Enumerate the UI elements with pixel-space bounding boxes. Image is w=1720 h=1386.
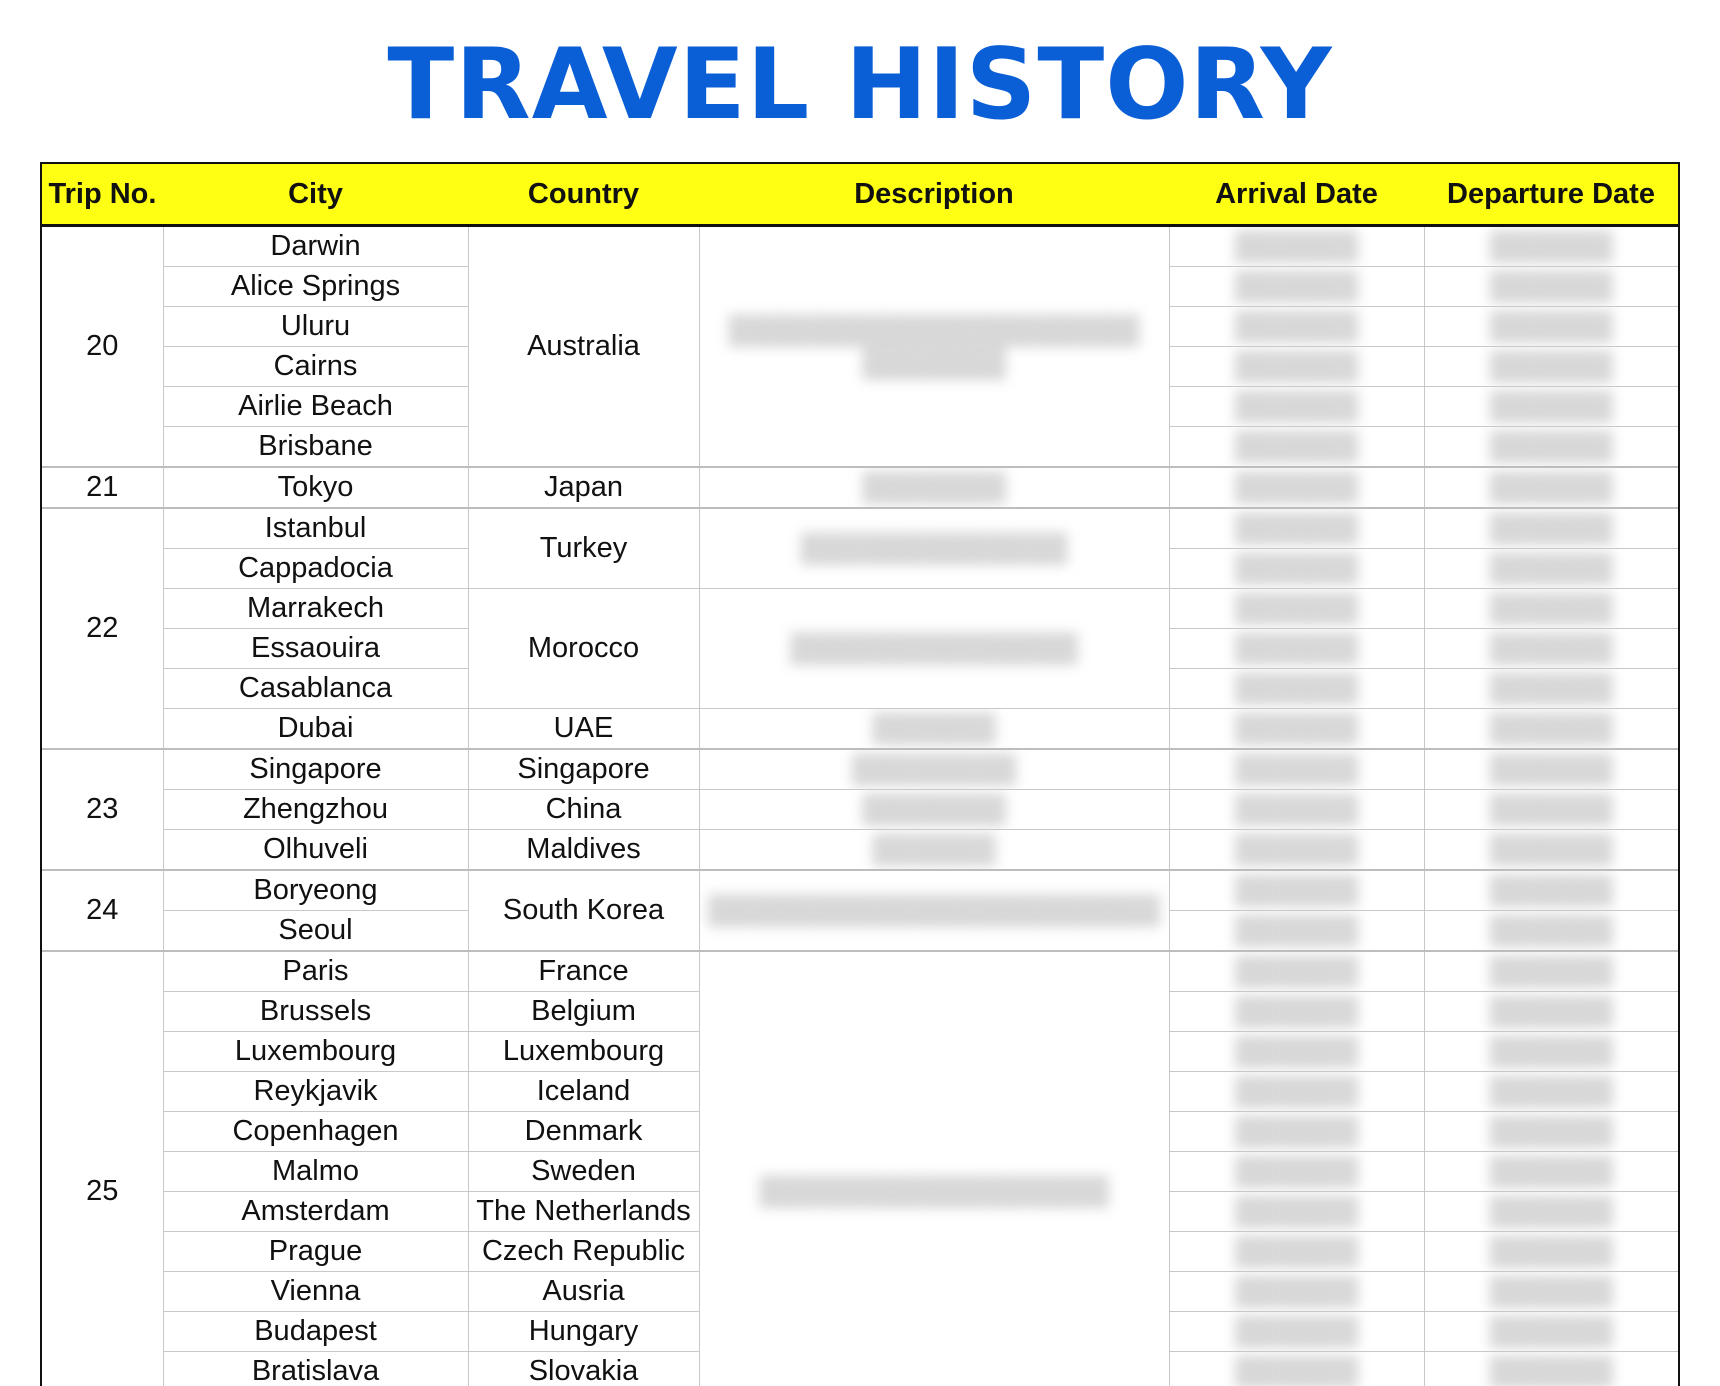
country-cell[interactable]: Ausria <box>468 1272 699 1312</box>
country-cell[interactable]: Slovakia <box>468 1352 699 1386</box>
departure-date-cell-redacted[interactable]: ▒▒▒▒▒▒ <box>1424 830 1678 871</box>
header-description[interactable]: Description <box>699 164 1169 226</box>
arrival-date-cell-redacted[interactable]: ▒▒▒▒▒▒ <box>1169 749 1424 790</box>
country-cell[interactable]: UAE <box>468 709 699 750</box>
city-cell[interactable]: Paris <box>163 951 468 992</box>
city-cell[interactable]: Olhuveli <box>163 830 468 871</box>
arrival-date-cell-redacted[interactable]: ▒▒▒▒▒▒ <box>1169 1152 1424 1192</box>
city-cell[interactable]: Marrakech <box>163 589 468 629</box>
city-cell[interactable]: Essaouira <box>163 629 468 669</box>
table-row <box>42 709 1678 750</box>
departure-date-cell-redacted[interactable]: ▒▒▒▒▒▒ <box>1424 709 1678 750</box>
departure-date-cell-redacted[interactable]: ▒▒▒▒▒▒ <box>1424 911 1678 952</box>
country-cell[interactable]: Luxembourg <box>468 1032 699 1072</box>
arrival-date-cell-redacted[interactable]: ▒▒▒▒▒▒ <box>1169 830 1424 871</box>
city-cell[interactable]: Uluru <box>163 307 468 347</box>
city-cell[interactable]: Budapest <box>163 1312 468 1352</box>
header-trip-no[interactable]: Trip No. <box>42 164 163 226</box>
arrival-date-cell-redacted[interactable]: ▒▒▒▒▒▒ <box>1169 427 1424 468</box>
departure-date-cell-redacted[interactable]: ▒▒▒▒▒▒ <box>1424 549 1678 589</box>
country-cell[interactable]: Turkey <box>468 508 699 589</box>
arrival-date-cell-redacted[interactable]: ▒▒▒▒▒▒ <box>1169 870 1424 911</box>
trip-number-cell[interactable]: 23 <box>42 749 163 870</box>
country-cell[interactable]: Hungary <box>468 1312 699 1352</box>
departure-date-cell-redacted[interactable]: ▒▒▒▒▒▒ <box>1424 870 1678 911</box>
arrival-date-cell-redacted[interactable]: ▒▒▒▒▒▒ <box>1169 508 1424 549</box>
arrival-date-cell-redacted[interactable]: ▒▒▒▒▒▒ <box>1169 549 1424 589</box>
city-cell[interactable]: Alice Springs <box>163 267 468 307</box>
departure-date-cell-redacted[interactable]: ▒▒▒▒▒▒ <box>1424 749 1678 790</box>
departure-date-cell-redacted[interactable]: ▒▒▒▒▒▒ <box>1424 387 1678 427</box>
header-city[interactable]: City <box>163 164 468 226</box>
table-row <box>42 508 1678 549</box>
city-cell[interactable]: Luxembourg <box>163 1032 468 1072</box>
country-cell[interactable]: China <box>468 790 699 830</box>
trip-number-cell[interactable]: 21 <box>42 467 163 508</box>
arrival-date-cell-redacted[interactable]: ▒▒▒▒▒▒ <box>1169 1192 1424 1232</box>
departure-date-cell-redacted[interactable]: ▒▒▒▒▒▒ <box>1424 1112 1678 1152</box>
city-cell[interactable]: Casablanca <box>163 669 468 709</box>
arrival-date-cell-redacted[interactable]: ▒▒▒▒▒▒ <box>1169 467 1424 508</box>
departure-date-cell-redacted[interactable]: ▒▒▒▒▒▒ <box>1424 1232 1678 1272</box>
description-cell-redacted[interactable] <box>699 226 1169 468</box>
description-cell-redacted[interactable]: ▒▒▒▒▒▒ <box>699 830 1169 871</box>
trip-number-cell[interactable]: 22 <box>42 508 163 749</box>
description-cell-redacted[interactable]: ▒▒▒▒▒▒▒▒ <box>699 749 1169 790</box>
departure-date-cell-redacted[interactable]: ▒▒▒▒▒▒ <box>1424 951 1678 992</box>
city-cell[interactable]: Tokyo <box>163 467 468 508</box>
arrival-date-cell-redacted[interactable]: ▒▒▒▒▒▒ <box>1169 790 1424 830</box>
description-cell-redacted[interactable]: ▒▒▒▒▒▒▒▒▒▒▒▒▒▒▒▒▒▒▒▒▒▒ <box>699 870 1169 951</box>
city-cell[interactable]: Seoul <box>163 911 468 952</box>
arrival-date-cell-redacted[interactable]: ▒▒▒▒▒▒ <box>1169 1312 1424 1352</box>
table-row <box>42 467 1678 508</box>
page-title: TRAVEL HISTORY <box>0 30 1720 140</box>
travel-history-sheet <box>40 162 1680 1386</box>
arrival-date-cell-redacted[interactable]: ▒▒▒▒▒▒ <box>1169 1112 1424 1152</box>
city-cell[interactable]: Darwin <box>163 226 468 267</box>
country-cell[interactable]: Morocco <box>468 589 699 709</box>
arrival-date-cell-redacted[interactable]: ▒▒▒▒▒▒ <box>1169 709 1424 750</box>
departure-date-cell-redacted[interactable]: ▒▒▒▒▒▒ <box>1424 307 1678 347</box>
description-cell-redacted[interactable]: ▒▒▒▒▒▒▒▒▒▒▒▒▒▒▒▒▒ <box>699 951 1169 1386</box>
departure-date-cell-redacted[interactable]: ▒▒▒▒▒▒ <box>1424 347 1678 387</box>
description-cell-redacted[interactable]: ▒▒▒▒▒▒▒▒▒▒▒▒▒ <box>699 508 1169 589</box>
description-cell-redacted[interactable]: ▒▒▒▒▒▒▒ <box>699 467 1169 508</box>
arrival-date-cell-redacted[interactable]: ▒▒▒▒▒▒ <box>1169 1352 1424 1386</box>
departure-date-cell-redacted[interactable]: ▒▒▒▒▒▒ <box>1424 790 1678 830</box>
table-row <box>42 749 1678 790</box>
departure-date-cell-redacted[interactable]: ▒▒▒▒▒▒ <box>1424 1072 1678 1112</box>
city-cell[interactable]: Copenhagen <box>163 1112 468 1152</box>
city-cell[interactable]: Prague <box>163 1232 468 1272</box>
city-cell[interactable]: Zhengzhou <box>163 790 468 830</box>
arrival-date-cell-redacted[interactable]: ▒▒▒▒▒▒ <box>1169 911 1424 952</box>
arrival-date-cell-redacted[interactable]: ▒▒▒▒▒▒ <box>1169 387 1424 427</box>
arrival-date-cell-redacted[interactable]: ▒▒▒▒▒▒ <box>1169 347 1424 387</box>
arrival-date-cell-redacted[interactable]: ▒▒▒▒▒▒ <box>1169 951 1424 992</box>
header-departure-date[interactable]: Departure Date <box>1424 164 1678 226</box>
city-cell[interactable]: Boryeong <box>163 870 468 911</box>
table-row <box>42 870 1678 911</box>
country-cell[interactable]: Belgium <box>468 992 699 1032</box>
departure-date-cell-redacted[interactable]: ▒▒▒▒▒▒ <box>1424 629 1678 669</box>
arrival-date-cell-redacted[interactable]: ▒▒▒▒▒▒ <box>1169 1272 1424 1312</box>
country-cell[interactable]: Singapore <box>468 749 699 790</box>
table-row <box>42 790 1678 830</box>
country-cell[interactable]: Sweden <box>468 1152 699 1192</box>
arrival-date-cell-redacted[interactable]: ▒▒▒▒▒▒ <box>1169 226 1424 267</box>
departure-date-cell-redacted[interactable]: ▒▒▒▒▒▒ <box>1424 1032 1678 1072</box>
header-arrival-date[interactable]: Arrival Date <box>1169 164 1424 226</box>
city-cell[interactable]: Bratislava <box>163 1352 468 1386</box>
departure-date-cell-redacted[interactable]: ▒▒▒▒▒▒ <box>1424 1312 1678 1352</box>
arrival-date-cell-redacted[interactable]: ▒▒▒▒▒▒ <box>1169 1072 1424 1112</box>
description-cell-redacted[interactable]: ▒▒▒▒▒▒ <box>699 709 1169 750</box>
country-cell[interactable]: France <box>468 951 699 992</box>
departure-date-cell-redacted[interactable]: ▒▒▒▒▒▒ <box>1424 589 1678 629</box>
city-cell[interactable]: Brisbane <box>163 427 468 468</box>
city-cell[interactable]: Cairns <box>163 347 468 387</box>
departure-date-cell-redacted[interactable]: ▒▒▒▒▒▒ <box>1424 992 1678 1032</box>
arrival-date-cell-redacted[interactable]: ▒▒▒▒▒▒ <box>1169 669 1424 709</box>
trip-number-cell[interactable]: 25 <box>42 951 163 1386</box>
departure-date-cell-redacted[interactable]: ▒▒▒▒▒▒ <box>1424 1152 1678 1192</box>
departure-date-cell-redacted[interactable]: ▒▒▒▒▒▒ <box>1424 1272 1678 1312</box>
arrival-date-cell-redacted[interactable]: ▒▒▒▒▒▒ <box>1169 992 1424 1032</box>
city-cell[interactable]: Malmo <box>163 1152 468 1192</box>
country-cell[interactable]: Denmark <box>468 1112 699 1152</box>
departure-date-cell-redacted[interactable]: ▒▒▒▒▒▒ <box>1424 1352 1678 1386</box>
table-row <box>42 226 1678 267</box>
departure-date-cell-redacted[interactable]: ▒▒▒▒▒▒ <box>1424 427 1678 468</box>
city-cell[interactable]: Vienna <box>163 1272 468 1312</box>
city-cell[interactable]: Singapore <box>163 749 468 790</box>
header-country[interactable]: Country <box>468 164 699 226</box>
city-cell[interactable]: Amsterdam <box>163 1192 468 1232</box>
departure-date-cell-redacted[interactable]: ▒▒▒▒▒▒ <box>1424 267 1678 307</box>
country-cell[interactable]: Iceland <box>468 1072 699 1112</box>
arrival-date-cell-redacted[interactable]: ▒▒▒▒▒▒ <box>1169 267 1424 307</box>
city-cell[interactable]: Reykjavik <box>163 1072 468 1112</box>
table-row <box>42 830 1678 871</box>
country-cell[interactable]: Maldives <box>468 830 699 871</box>
description-cell-redacted[interactable]: ▒▒▒▒▒▒▒ <box>699 790 1169 830</box>
departure-date-cell-redacted[interactable]: ▒▒▒▒▒▒ <box>1424 508 1678 549</box>
arrival-date-cell-redacted[interactable]: ▒▒▒▒▒▒ <box>1169 1232 1424 1272</box>
country-cell[interactable]: Japan <box>468 467 699 508</box>
departure-date-cell-redacted[interactable]: ▒▒▒▒▒▒ <box>1424 669 1678 709</box>
city-cell[interactable]: Dubai <box>163 709 468 750</box>
arrival-date-cell-redacted[interactable]: ▒▒▒▒▒▒ <box>1169 307 1424 347</box>
city-cell[interactable]: Brussels <box>163 992 468 1032</box>
header-row <box>42 164 1678 226</box>
country-cell[interactable]: Australia <box>468 226 699 468</box>
trip-number-cell[interactable]: 24 <box>42 870 163 951</box>
trip-number-cell[interactable]: 20 <box>42 226 163 468</box>
table-row <box>42 589 1678 629</box>
arrival-date-cell-redacted[interactable]: ▒▒▒▒▒▒ <box>1169 629 1424 669</box>
table-row <box>42 951 1678 992</box>
redacted-text: ▒▒▒▒▒▒▒▒▒▒▒▒▒▒▒▒▒▒▒▒ ▒▒▒▒▒▒▒ <box>729 314 1140 380</box>
country-cell[interactable]: South Korea <box>468 870 699 951</box>
city-cell[interactable]: Airlie Beach <box>163 387 468 427</box>
arrival-date-cell-redacted[interactable]: ▒▒▒▒▒▒ <box>1169 1032 1424 1072</box>
departure-date-cell-redacted[interactable]: ▒▒▒▒▒▒ <box>1424 1192 1678 1232</box>
country-cell[interactable]: Czech Republic <box>468 1232 699 1272</box>
city-cell[interactable]: Cappadocia <box>163 549 468 589</box>
arrival-date-cell-redacted[interactable]: ▒▒▒▒▒▒ <box>1169 589 1424 629</box>
description-cell-redacted[interactable]: ▒▒▒▒▒▒▒▒▒▒▒▒▒▒ <box>699 589 1169 709</box>
city-cell[interactable]: Istanbul <box>163 508 468 549</box>
departure-date-cell-redacted[interactable]: ▒▒▒▒▒▒ <box>1424 226 1678 267</box>
country-cell[interactable]: The Netherlands <box>468 1192 699 1232</box>
travel-table <box>42 164 1678 1386</box>
departure-date-cell-redacted[interactable]: ▒▒▒▒▒▒ <box>1424 467 1678 508</box>
